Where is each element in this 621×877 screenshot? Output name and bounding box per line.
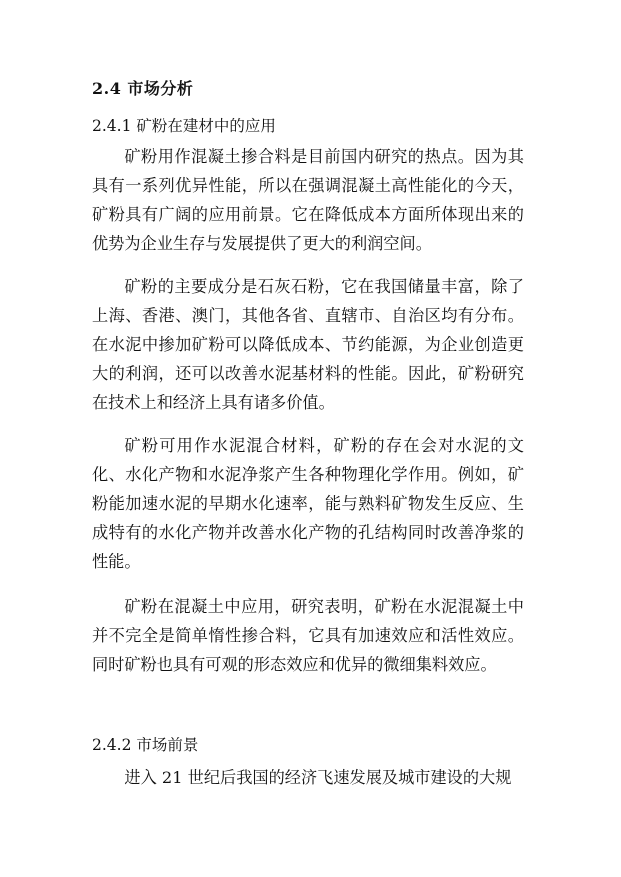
paragraph-3: 矿粉可用作水泥混合材料，矿粉的存在会对水泥的文化、水化产物和水泥净浆产生各种物理化学作用。例如，矿粉能加速水泥的早期水化速率，能与熟料矿物发生反应、生成特有的水化产物并改善水化产物的孔结构同时改善净浆的性能。 [92, 436, 524, 571]
subsection-heading-2-4-2: 2.4.2 市场前景 [92, 736, 199, 754]
paragraph-5: 进入 21 世纪后我国的经济飞速发展及城市建设的大规 [124, 768, 512, 787]
subsection-heading-2-4-1: 2.4.1 矿粉在建材中的应用 [92, 117, 276, 135]
paragraph-4: 矿粉在混凝土中应用，研究表明，矿粉在水泥混凝土中并不完全是简单惰性掺合料，它具有加速效应和活性效应。同时矿粉也具有可观的形态效应和优异的微细集料效应。 [92, 597, 524, 674]
paragraph-1: 矿粉用作混凝土掺合料是目前国内研究的热点。因为其具有一系列优异性能，所以在强调混凝土高性能化的今天，矿粉具有广阔的应用前景。它在降低成本方面所体现出来的优势为企业生存与发展提供了更大的利润空间。 [92, 147, 524, 253]
section-heading: 2.4 市场分析 [92, 79, 194, 98]
paragraph-2: 矿粉的主要成分是石灰石粉，它在我国储量丰富，除了上海、香港、澳门，其他各省、直辖市、自治区均有分布。在水泥中掺加矿粉可以降低成本、节约能源，为企业创造更大的利润，还可以改善水泥基材料的性能。因此，矿粉研究在技术上和经济上具有诸多价值。 [92, 277, 524, 412]
